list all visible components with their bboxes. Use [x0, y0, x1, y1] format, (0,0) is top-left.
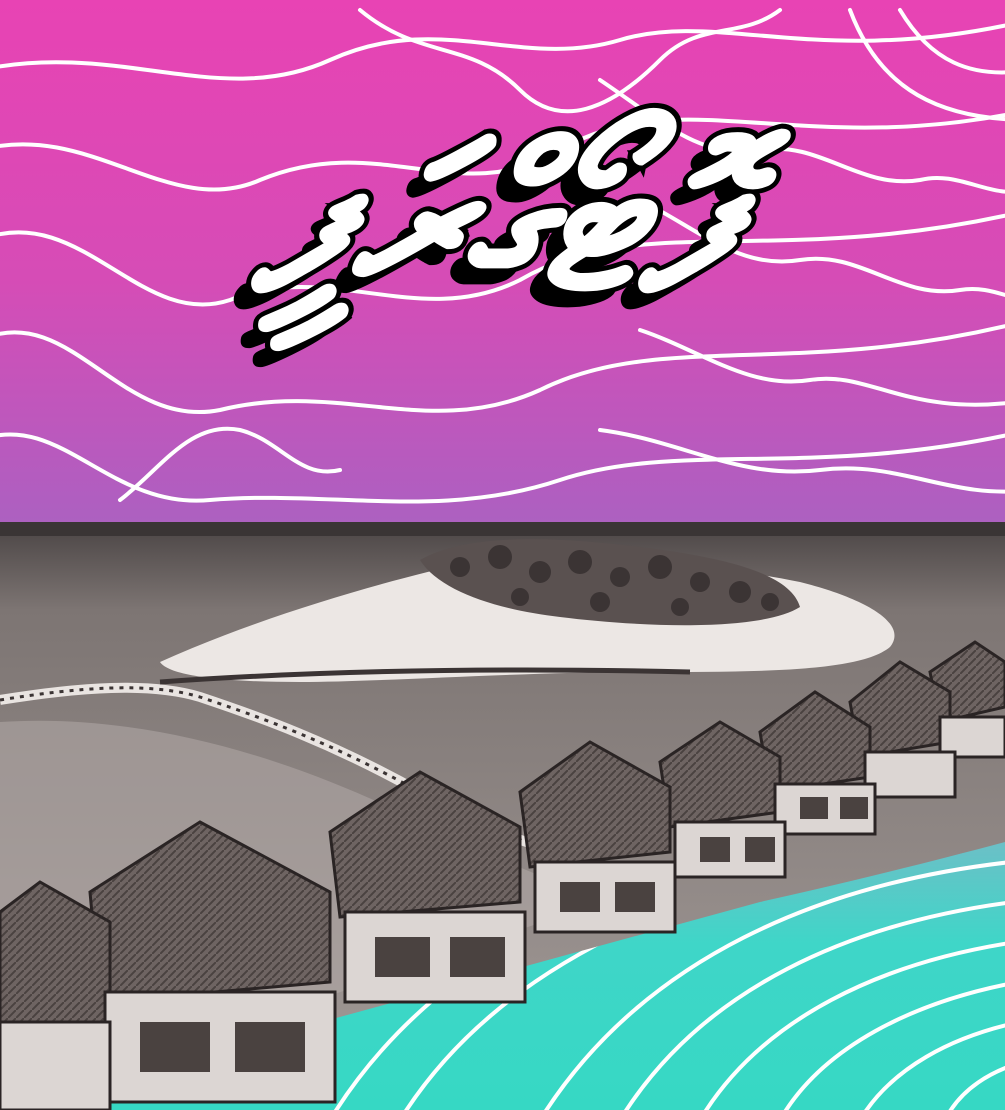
poster-title: ފޮޓޯގްރަފީ — [242, 103, 768, 336]
overwater-villas-photo — [0, 522, 1005, 1110]
